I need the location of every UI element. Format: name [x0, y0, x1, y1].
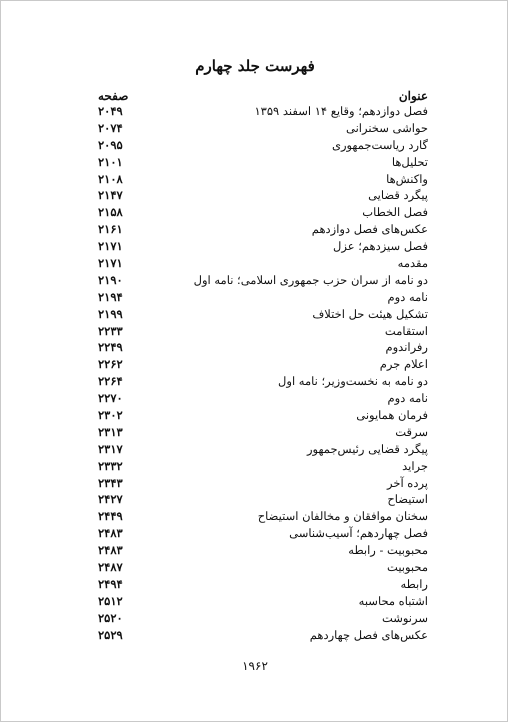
toc-entry [98, 171, 428, 188]
toc-entry [98, 204, 428, 221]
toc-entry-title: سرقت [395, 424, 428, 439]
toc-entry-page: ۲۴۸۷ [98, 560, 123, 575]
toc-entry-page: ۲۲۶۲ [98, 357, 123, 372]
toc-entry-title: سرنوشت [381, 610, 428, 625]
toc-entry-page: ۲۰۷۴ [98, 120, 123, 135]
toc-entry [98, 289, 428, 306]
toc-entry [98, 356, 428, 373]
toc-entry [98, 525, 428, 542]
toc-entry-page: ۲۵۱۲ [98, 593, 123, 608]
toc-entry-title: پرده آخر [387, 475, 428, 490]
toc-entry [98, 559, 428, 576]
toc-entry-page: ۲۴۲۷ [98, 492, 123, 507]
toc-entry [98, 154, 428, 171]
toc-entry [98, 221, 428, 238]
toc-entry-page: ۲۵۲۹ [98, 627, 123, 642]
toc-entry-title: فصل الخطاب [362, 205, 428, 220]
toc-entry-page: ۲۴۹۴ [98, 576, 123, 591]
toc-entry-title: مقدمه [397, 256, 428, 271]
toc-entry [98, 187, 428, 204]
toc-entry-title: پیگرد قضایی رئیس‌جمهور [307, 441, 428, 456]
toc-entry-title: فصل دوازدهم؛ وقایع ۱۴ اسفند ۱۳۵۹ [254, 104, 428, 118]
toc-entry-title: محبوبیت - رابطه [348, 543, 428, 558]
toc-entry-page: ۲۲۳۳ [98, 323, 123, 338]
toc-entry [98, 272, 428, 289]
toc-entry-page: ۲۱۷۱ [98, 256, 123, 271]
toc-entry-title: جراید [402, 458, 428, 473]
toc-entry-title: رفراندوم [385, 340, 428, 355]
page-number: ۱۹۶۲ [242, 659, 268, 673]
toc-entry-title: پیگرد قضایی [368, 188, 428, 203]
toc-entry-title: حواشی سخنرانی [346, 120, 428, 135]
toc-entry [98, 137, 428, 154]
toc-entry [98, 441, 428, 458]
page-title: فهرست جلد چهارم [195, 57, 315, 75]
toc-entry-title: اعلام جرم [379, 357, 428, 372]
toc-entry-page: ۲۱۵۸ [98, 205, 123, 220]
toc-entry-title: عکس‌های فصل دوازدهم [311, 222, 428, 237]
toc-entry [98, 508, 428, 525]
toc-entry-title: تحلیل‌ها [391, 154, 428, 169]
toc-entry-page: ۲۰۹۵ [98, 137, 123, 152]
toc-entry-page: ۲۳۰۲ [98, 408, 123, 423]
toc-entry-page: ۲۱۹۴ [98, 289, 123, 304]
toc-entry [98, 610, 428, 627]
toc-entry-page: ۲۲۷۰ [98, 391, 123, 406]
toc-entry-title: اشتباه محاسبه [358, 593, 428, 608]
toc-entry-page: ۲۴۴۹ [98, 509, 123, 524]
toc-entry-page: ۲۱۷۱ [98, 239, 123, 254]
toc-entry-page: ۲۳۴۳ [98, 475, 123, 490]
toc-entry-title: تشکیل هیئت حل اختلاف [312, 306, 428, 321]
toc-entry-title: محبوبیت [387, 560, 428, 575]
toc-entry [98, 373, 428, 390]
toc-entry [98, 390, 428, 407]
toc-entry-page: ۲۰۴۹ [98, 104, 123, 118]
toc-entry [98, 323, 428, 340]
toc-entry-page: ۲۵۲۰ [98, 610, 123, 625]
toc-list [98, 103, 428, 644]
toc-entry [98, 120, 428, 137]
toc-entry [98, 491, 428, 508]
toc-entry [98, 407, 428, 424]
toc-entry [98, 255, 428, 272]
toc-entry [98, 458, 428, 475]
toc-entry-title: فصل سیزدهم؛ عزل [333, 239, 428, 254]
toc-entry-title: عکس‌های فصل چهاردهم [309, 627, 428, 642]
toc-entry-title: دو نامه از سران حزب جمهوری اسلامی؛ نامه اول [193, 272, 428, 287]
toc-entry [98, 593, 428, 610]
toc-entry-title: سخنان موافقان و مخالفان استیضاح [257, 509, 428, 524]
toc-entry-title: گارد ریاست‌جمهوری [331, 137, 428, 152]
toc-entry [98, 238, 428, 255]
toc-entry-title: نامه دوم [387, 391, 428, 406]
toc-entry-page: ۲۱۶۱ [98, 222, 123, 237]
toc-entry-title: فرمان همایونی [356, 408, 428, 423]
toc-entry-page: ۲۱۹۰ [98, 272, 123, 287]
toc-entry-page: ۲۳۱۷ [98, 441, 123, 456]
toc-entry-title: دو نامه به نخست‌وزیر؛ نامه اول [278, 374, 428, 389]
toc-entry-title: استیضاح [387, 492, 428, 507]
toc-entry-page: ۲۱۰۱ [98, 154, 123, 169]
toc-entry [98, 576, 428, 593]
toc-entry [98, 475, 428, 492]
toc-entry-title: واکنش‌ها [386, 171, 428, 186]
toc-entry-page: ۲۲۶۴ [98, 374, 123, 389]
toc-entry [98, 424, 428, 441]
toc-entry [98, 542, 428, 559]
toc-entry-page: ۲۱۹۹ [98, 306, 123, 321]
toc-entry-title: استقامت [384, 323, 428, 338]
toc-entry [98, 627, 428, 644]
toc-entry-page: ۲۳۳۲ [98, 458, 123, 473]
toc-entry-page: ۲۱۴۷ [98, 188, 123, 203]
toc-entry-title: نامه دوم [387, 289, 428, 304]
toc-entry-page: ۲۴۸۳ [98, 543, 123, 558]
toc-entry-page: ۲۱۰۸ [98, 171, 123, 186]
toc-entry [98, 306, 428, 323]
title-column-header: عنوان [398, 89, 428, 103]
toc-entry [98, 339, 428, 356]
toc-entry-title: فصل چهاردهم؛ آسیب‌شناسی [289, 526, 428, 541]
toc-entry-page: ۲۲۴۹ [98, 340, 123, 355]
toc-entry-title: رابطه [400, 576, 428, 591]
page-column-header: صفحه [98, 89, 129, 103]
toc-entry-page: ۲۴۸۳ [98, 526, 123, 541]
toc-entry-page: ۲۳۱۳ [98, 424, 123, 439]
toc-entry [98, 103, 428, 120]
